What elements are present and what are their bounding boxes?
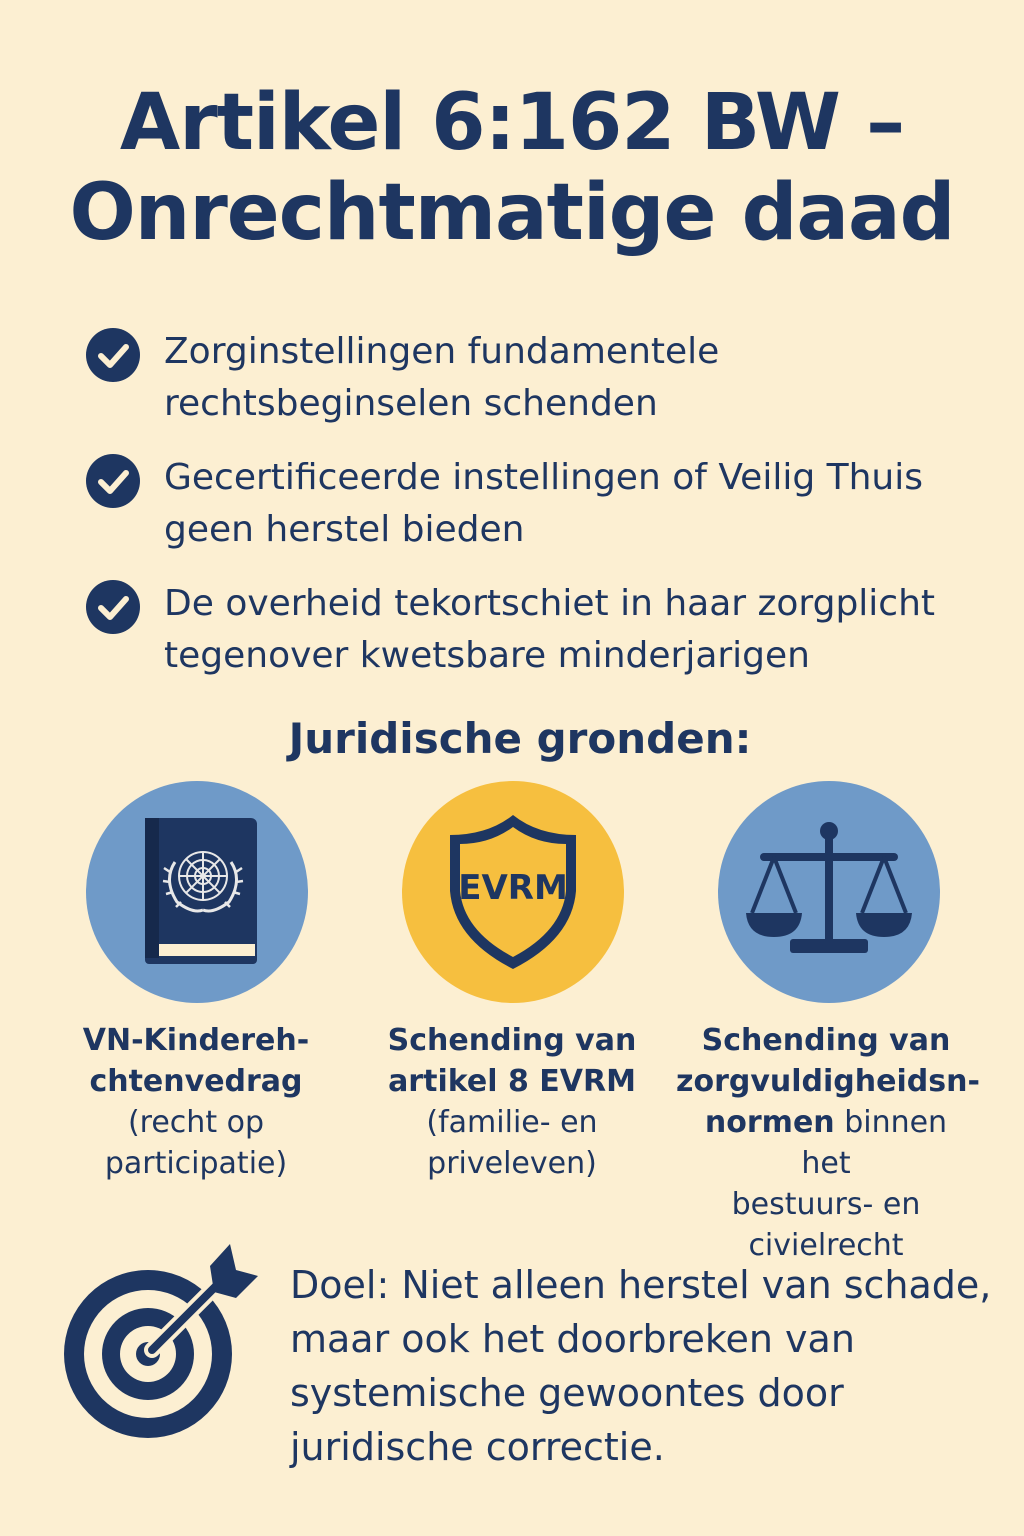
ground-icon-circle — [86, 781, 308, 1003]
checklist-text: Zorginstellingen fundamentele rechtsbeginselen schenden — [164, 331, 720, 424]
shield-label: EVRM — [458, 868, 568, 908]
checklist-text: De overheid tekortschiet in haar zorgplicht tegenover kwetsbare minderjarigen — [164, 583, 936, 676]
goal-text: Doel: Niet alleen herstel van schade, maar ook het doorbreken van systemische gewoontes door juridische correctie. — [290, 1263, 992, 1469]
scales-icon — [744, 817, 914, 967]
grounds-heading: Juridische gronden: — [288, 714, 752, 763]
title-line-2: Onrechtmatige daad — [69, 168, 955, 258]
un-book-icon — [127, 812, 267, 972]
title-line-1: Artikel 6:162 BW – — [119, 78, 905, 168]
checklist-item — [86, 452, 986, 556]
page-title — [0, 78, 1024, 258]
checkmark-circle-icon — [86, 580, 140, 634]
ground-icon-circle — [718, 781, 940, 1003]
ground-caption: Schending van artikel 8 EVRM (familie- en priveleven) — [387, 1023, 637, 1181]
target-icon — [60, 1240, 260, 1440]
checklist-item — [86, 578, 986, 682]
checklist — [86, 326, 986, 704]
shield-icon — [438, 807, 588, 977]
ground-caption: Schending van zorgvuldigheidsn- normen binnen het bestuurs- en civielrecht — [676, 1023, 980, 1263]
checklist-item — [86, 326, 986, 430]
checkmark-circle-icon — [86, 454, 140, 508]
ground-caption: VN-Kindereh- chtenvedrag (recht op participatie) — [82, 1023, 310, 1181]
checkmark-circle-icon — [86, 328, 140, 382]
ground-icon-circle — [402, 781, 624, 1003]
checklist-text: Gecertificeerde instellingen of Veilig Thuis geen herstel bieden — [164, 457, 924, 550]
